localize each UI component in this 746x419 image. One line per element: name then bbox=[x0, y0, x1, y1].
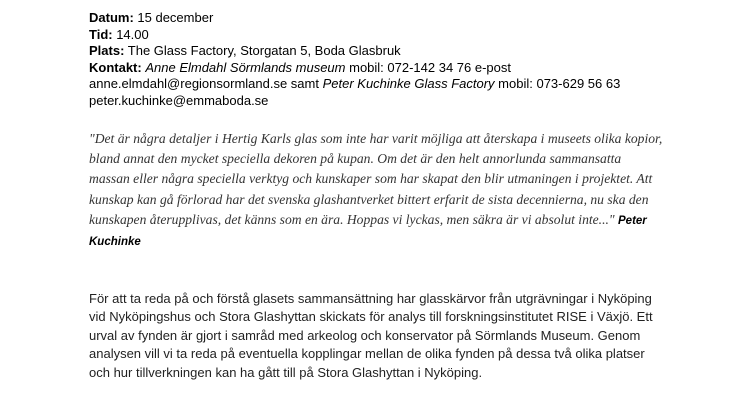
contact1-email: anne.elmdahl@regionsormland.se samt bbox=[89, 76, 323, 91]
time-value: 14.00 bbox=[112, 26, 149, 42]
contact2-email-row bbox=[89, 93, 729, 110]
quote-author: Peter Kuchinke bbox=[89, 214, 647, 249]
place-value: The Glass Factory, Storgatan 5, Boda Glasbruk bbox=[124, 43, 401, 58]
contact1-name: Anne Elmdahl Sörmlands museum bbox=[145, 59, 346, 75]
contact-label: Kontakt: bbox=[89, 59, 142, 75]
place-label: Plats: bbox=[89, 43, 125, 58]
quote-block bbox=[89, 129, 664, 252]
quote-text: "Det är några detaljer i Hertig Karls glas som inte har varit möjliga att återskapa i museets olika kopior, bland annat den mycket speciella dekoren på kupan. Om det är den helt annorlunda sammansatta massan eller några speciella verktyg och kunskaper som har skapat den blir utmaningen i projektet. Att kunskap kan gå förlorad har det svenska glashantverket bittert erfarit de sista decennierna, nu ska den kunskapen återupplivas, det känns som en ära. Hoppas vi lyckas, men säkra är vi absolut inte..." bbox=[89, 131, 663, 227]
contact2-name: Peter Kuchinke Glass Factory bbox=[322, 76, 495, 91]
date-row bbox=[89, 10, 729, 27]
contact1-details: mobil: 072-142 34 76 e-post bbox=[345, 59, 511, 75]
date-label: Datum: bbox=[89, 10, 134, 25]
place-row bbox=[89, 43, 729, 60]
contact2-details: mobil: 073-629 56 63 bbox=[494, 76, 621, 91]
contact2-email: peter.kuchinke@emmaboda.se bbox=[89, 92, 269, 108]
time-label: Tid: bbox=[89, 26, 113, 42]
body-paragraph: För att ta reda på och förstå glasets sammansättning har glasskärvor från utgrävningar i Nyköping vid Nyköpingshus och Stora Glashyttan skickats för analys till forskningsinstitutet RISE i Växjö. Ett urval av fynden är gjort i samråd med arkeolog och konservator på Sörmlands Museum. Genom analysen vill vi ta reda på eventuella kopplingar mellan de olika fynden på dessa två olika platser och hur tillverkningen kan ha gått till på Stora Glashyttan i Nyköping. bbox=[89, 291, 653, 380]
contact-email-row bbox=[89, 76, 729, 93]
time-row bbox=[89, 27, 729, 44]
date-value: 15 december bbox=[133, 10, 214, 25]
document-page bbox=[89, 10, 729, 380]
contact-row bbox=[89, 60, 729, 77]
event-info bbox=[89, 10, 729, 109]
